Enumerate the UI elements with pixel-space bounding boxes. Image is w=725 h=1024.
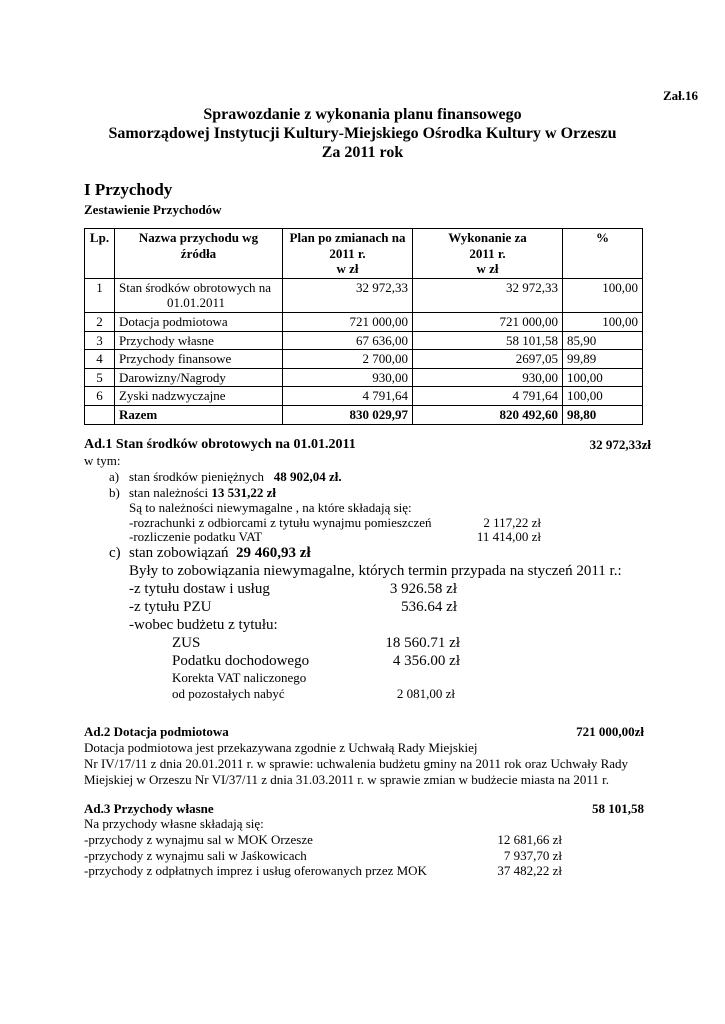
ad2-line1: Dotacja podmiotowa jest przekazywana zgodnie z Uchwałą Rady Miejskiej <box>84 740 478 755</box>
ad3-item-value: 7 937,70 zł <box>503 848 562 863</box>
table-header-row <box>85 229 643 279</box>
ad1-a-marker: a) <box>109 469 120 484</box>
ad1-zus: ZUS <box>172 635 201 651</box>
ad1-a-text: stan środków pieniężnych 48 902,04 zł. <box>129 469 342 484</box>
ad1-c-item2-value: 536.64 zł <box>401 599 457 615</box>
header-lp: Lp. <box>85 229 115 279</box>
ad2-heading: Ad.2 Dotacja podmiotowa <box>84 724 229 739</box>
header-execution: Wykonanie za 2011 r. w zł <box>413 229 563 279</box>
ad1-b-item2: -rozliczenie podatku VAT <box>129 529 263 544</box>
title-line-1: Sprawozdanie z wykonania planu finansowego <box>203 106 522 123</box>
ad1-b-item1: -rozrachunki z odbiorcami z tytułu wynajmu pomieszczeń <box>129 515 432 530</box>
ad2-line2: Nr IV/17/11 z dnia 20.01.2011 r. w sprawie: uchwalenia budżetu gminy na 2011 rok oraz Uchwały Rady <box>84 756 629 771</box>
ad3-intro: Na przychody własne składają się: <box>84 816 264 831</box>
header-percent: % <box>563 229 643 279</box>
ad3-item-value: 37 482,22 zł <box>497 863 562 878</box>
section-subheading: Zestawienie Przychodów <box>84 202 222 217</box>
ad3-item-value: 12 681,66 zł <box>497 832 562 847</box>
ad1-intro: w tym: <box>84 453 121 468</box>
ad1-b-note: Są to należności niewymagalne , na które składają się: <box>129 500 412 515</box>
ad3-amount: 58 101,58 <box>592 801 644 816</box>
table-row: 6 Zyski nadzwyczajne 4 791,64 4 791,64 100,00 <box>85 387 643 406</box>
ad1-c-marker: c) <box>109 545 121 561</box>
ad1-vat-line1: Korekta VAT naliczonego <box>172 670 307 685</box>
table-total-row: Razem 830 029,97 820 492,60 98,80 <box>85 405 643 424</box>
ad2-amount: 721 000,00zł <box>576 724 644 739</box>
title-line-3: Za 2011 rok <box>321 144 404 161</box>
ad1-vat-value: 2 081,00 zł <box>396 686 455 701</box>
section-heading: I Przychody <box>84 180 173 199</box>
header-name: Nazwa przychodu wg źródła <box>115 229 283 279</box>
income-table <box>84 228 643 425</box>
title-line-2: Samorządowej Instytucji Kultury-Miejskiego Ośrodka Kultury w Orzeszu <box>108 125 617 142</box>
ad1-tax: Podatku dochodowego <box>172 653 310 669</box>
ad1-b-item2-value: 11 414,00 zł <box>476 529 541 544</box>
ad1-c-text: stan zobowiązań 29 460,93 zł <box>129 545 311 561</box>
ad1-b-item1-value: 2 117,22 zł <box>483 515 541 530</box>
ad1-c-item1: -z tytułu dostaw i usług <box>129 581 270 597</box>
ad1-heading: Ad.1 Stan środków obrotowych na 01.01.2011 <box>84 437 356 452</box>
table-row: 3 Przychody własne 67 636,00 58 101,58 85,90 <box>85 331 643 350</box>
table-row: 1 Stan środków obrotowych na 01.01.2011 32 972,33 32 972,33 100,00 <box>85 278 643 312</box>
ad3-item-label: -przychody z wynajmu sal w MOK Orzesze <box>84 832 313 847</box>
table-row: 5 Darowizny/Nagrody 930,00 930,00 100,00 <box>85 368 643 387</box>
ad3-heading: Ad.3 Przychody własne <box>84 801 214 816</box>
ad1-vat-line2: od pozostałych nabyć <box>172 686 285 701</box>
ad1-c-item1-value: 3 926.58 zł <box>389 581 457 597</box>
ad1-zus-value: 18 560.71 zł <box>385 635 460 651</box>
attachment-number: Zał.16 <box>662 88 698 103</box>
table-row: 2 Dotacja podmiotowa 721 000,00 721 000,00 100,00 <box>85 312 643 331</box>
ad1-c-note: Były to zobowiązania niewymagalne, których termin przypada na styczeń 2011 r.: <box>129 563 622 579</box>
ad1-b-text: stan należności 13 531,22 zł <box>129 485 276 500</box>
ad1-b-marker: b) <box>109 485 120 500</box>
ad3-item-label: -przychody z odpłatnych imprez i usług oferowanych przez MOK <box>84 863 427 878</box>
ad1-c-item3: -wobec budżetu z tytułu: <box>129 617 278 633</box>
ad2-line3: Miejskiej w Orzeszu Nr VI/37/11 z dnia 31.03.2011 r. w sprawie zmian w budżecie miasta na 2011 r. <box>84 772 610 787</box>
header-plan: Plan po zmianach na 2011 r. w zł <box>283 229 413 279</box>
ad3-item-label: -przychody z wynajmu sali w Jaśkowicach <box>84 848 307 863</box>
ad1-c-item2: -z tytułu PZU <box>129 599 212 615</box>
table-row: 4 Przychody finansowe 2 700,00 2697,05 99,89 <box>85 350 643 369</box>
ad1-tax-value: 4 356.00 zł <box>392 653 460 669</box>
ad1-amount: 32 972,33zł <box>589 437 651 452</box>
